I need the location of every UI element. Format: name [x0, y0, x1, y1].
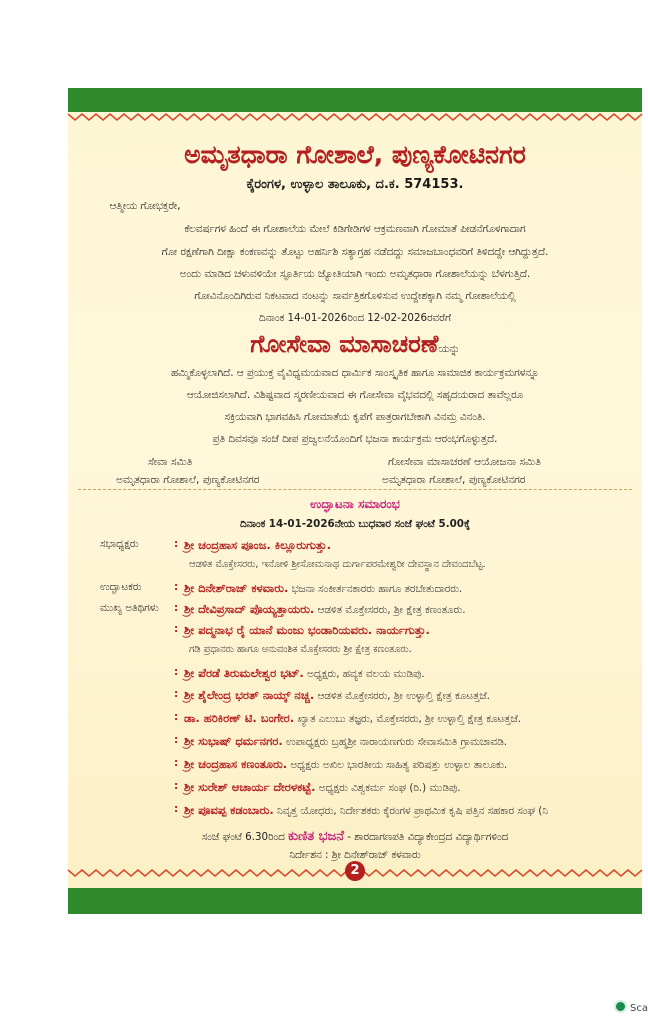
guest-role: ಉದ್ಘಾಟಕರು — [100, 581, 142, 593]
direction-line: ನಿರ್ದೇಶನ : ಶ್ರೀ ದಿನೇಶ್‌ರಾಜ್ ಕಳವಾರು — [289, 849, 421, 861]
guest-name: ಶ್ರೀ ಚಂದ್ರಹಾಸ ಪೂಂಜ. ಕಿಲ್ಲೂರುಗುತ್ತು. — [184, 538, 331, 552]
guest-description: ಆಡಳಿತ ಮೊಕ್ತೇಸರರು, ಇನೋಳಿ ಶ್ರೀಸೋಮನಾಥ ದುರ್ಗಾಪರಮೇಶ್ವರೀ ದೇವಸ್ಥಾನ ದೇವಂದಬೆಟ್ಟ. — [189, 559, 486, 570]
guest-colon: : — [174, 602, 179, 614]
guest-name: ಶ್ರೀ ಶೈಲೇಂದ್ರ ಭರತ್ ನಾಯ್ಕ್ ನಚ್ಚ. — [184, 688, 315, 702]
guest-colon: : — [174, 711, 179, 723]
guest-entry — [184, 538, 331, 553]
sign-left-2: ಅಮೃತಧಾರಾ ಗೋಶಾಲೆ, ಪುಣ್ಯಕೋಟಿನಗರ — [116, 474, 260, 486]
gosevA-masacharane-heading: ಗೋಸೇವಾ ಮಾಸಾಚರಣೆ — [250, 330, 439, 358]
goshala-title: ಅಮೃತಧಾರಾ ಗೋಶಾಲೆ, ಪುಣ್ಯಕೋಟಿನಗರ — [184, 140, 526, 169]
top-green-band — [68, 88, 642, 112]
section-divider — [78, 489, 632, 490]
guest-colon: : — [174, 581, 179, 593]
invite-line-5: ಹಮ್ಮಿಕೊಳ್ಳಲಾಗಿದೆ. ಆ ಪ್ರಯುಕ್ತ ವೈವಿಧ್ಯಮಯವಾದ ಧಾರ್ಮಿಕ ಸಾಂಸ್ಕೃತಿಕ ಹಾಗೂ ಸಾಮಾಜಿಕ ಕಾರ್ಯಕ್ರಮಗಳನ್ನೂ — [171, 367, 539, 379]
evening-time: ಸಂಜೆ ಘಂಟೆ 6.30ರಿಂದ — [201, 831, 289, 843]
page-number-badge: 2 — [345, 861, 365, 881]
guest-description: ಆಡಳಿತ ಮೊಕ್ತೇಸರರು, ಶ್ರೀ ಕ್ಷೇತ್ರ ಕಣಂತೂರು. — [314, 604, 466, 616]
invite-line-7: ಸಕ್ರಿಯವಾಗಿ ಭಾಗವಹಿಸಿ ಗೋಮಾತೆಯ ಕೃಪೆಗೆ ಪಾತ್ರರಾಗಬೇಕಾಗಿ ವಿನಮ್ರ ವಿನಂತಿ. — [224, 411, 486, 423]
guest-entry — [184, 666, 425, 681]
guest-description: ಭಜನಾ ಸಂಕೀರ್ತನಕಾರರು ಹಾಗೂ ತರಬೇತುದಾರರು. — [288, 583, 463, 595]
invite-line-2: ಗೋ ರಕ್ಷಣೆಗಾಗಿ ದೀಕ್ಷಾ ಕಂಕಣವನ್ನು ತೊಟ್ಟು ಅಹರ್ನಿಶಿ ಸತ್ಯಾಗ್ರಹ ನಡೆದದ್ದು ಸಮಾಜಬಾಂಧವರಿಗೆ ತಿಳಿದದ್ದೇ ಆಗಿದ್ದುತ್ತದೆ. — [161, 246, 549, 258]
guest-description: ಗಡಿ ಪ್ರಧಾನರು ಹಾಗೂ ಅನುವಂಶಿಕ ಮೊಕ್ತೇಸರರು ಶ್ರೀ ಕ್ಷೇತ್ರ ಕಣಂತೂರು. — [189, 644, 412, 655]
guest-description: ಅಧ್ಯಕ್ಷರು ಅಖಿಲ ಭಾರತೀಯ ಸಾಹಿತ್ಯ ಪರಿಷತ್ತು ಉಳ್ಳಾಲ ತಾಲೂಕು. — [287, 759, 508, 771]
guest-name: ಶ್ರೀ ಚಂದ್ರಹಾಸ ಕಣಂತೂರು. — [184, 757, 288, 771]
invite-line-1: ಕೆಲವರ್ಷಗಳ ಹಿಂದೆ ಈ ಗೋಶಾಲೆಯ ಮೇಲೆ ಕಿಡಿಗೇಡಿಗಳ ಆಕ್ರಮಣವಾಗಿ ಗೋಮಾತೆ ಪೀಡನೆಗೊಳಗಾದಾಗ — [184, 223, 526, 235]
guest-row — [68, 602, 642, 622]
guest-description: ಅಧ್ಯಕ್ಷರು, ಹವ್ಯಕ ವಲಯ ಮುಡಿಪು. — [303, 668, 425, 680]
inauguration-date: ದಿನಾಂಕ 14-01-2026ನೇಯ ಬುಧವಾರ ಸಂಜೆ ಘಂಟೆ 5.00ಕ್ಕೆ — [240, 518, 470, 530]
guest-entry — [184, 602, 466, 617]
watermark-text: Sca — [630, 1003, 648, 1014]
guest-entry — [184, 711, 521, 726]
guest-colon: : — [174, 666, 179, 678]
guest-row — [68, 734, 642, 754]
guest-colon: : — [174, 803, 179, 815]
kunita-bhajane: ಕುಣಿತ ಭಜನೆ — [288, 829, 345, 844]
guest-role: ಸಭಾಧ್ಯಕ್ಷರು — [100, 538, 139, 550]
guest-entry — [184, 780, 461, 795]
guest-entry — [184, 688, 490, 703]
guest-colon: : — [174, 538, 179, 550]
guest-entry — [184, 803, 548, 818]
invitation-page — [68, 88, 642, 914]
scanner-logo-icon — [614, 1000, 627, 1013]
guest-name: ಶ್ರೀ ಪದ್ಮನಾಭ ರೈ ಯಾನೆ ಮಂಜು ಭಂಡಾರಿಯವರು. ನಾರ್ಯಗುತ್ತು. — [184, 623, 430, 637]
invite-line-4: ಗೋವಿನೊಂದಿಗಿರುವ ನಿಕಟವಾದ ನಂಟನ್ನು ಸಾರ್ವತ್ರಿಕಗೊಳಿಸುವ ಉದ್ದೇಶಕ್ಕಾಗಿ ನಮ್ಮ ಗೋಶಾಲೆಯಲ್ಲಿ — [194, 290, 516, 302]
sign-right-1: ಗೋಸೇವಾ ಮಾಸಾಚರಣೆ ಆಯೋಜನಾ ಸಮಿತಿ — [388, 456, 541, 468]
date-range-line: ದಿನಾಂಕ 14-01-2026ರಿಂದ 12-02-2026ರವರೆಗೆ — [259, 312, 451, 324]
guest-description: ಆಡಳಿತ ಮೊಕ್ತೇಸರರು, ಶ್ರೀ ಉಳ್ಳಾಲ್ತಿ ಕ್ಷೇತ್ರ ಕೂಟತ್ತಜೆ. — [314, 690, 490, 702]
top-zigzag-border — [68, 112, 642, 122]
guest-name: ಶ್ರೀ ಸುರೇಶ್ ಆಚಾರ್ಯ ದೇರಳಕಟ್ಟೆ. — [184, 780, 316, 794]
guest-row — [68, 623, 642, 643]
guest-colon: : — [174, 623, 179, 635]
inauguration-title: ಉದ್ಘಾಟನಾ ಸಮಾರಂಭ — [310, 497, 400, 511]
guest-row — [68, 559, 642, 579]
guest-row — [68, 538, 642, 558]
evening-program-line — [68, 829, 642, 844]
guest-row — [68, 644, 642, 664]
guest-name: ಡಾ. ಹರಿಕಿರಣ್ ಟಿ. ಬಂಗೇರ. — [184, 711, 295, 725]
guest-entry — [184, 734, 507, 749]
guest-row — [68, 757, 642, 777]
guest-description: ಉಪಾಧ್ಯಕ್ಷರು ಬ್ರಹ್ಮಶ್ರೀ ನಾರಾಯಣಗುರು ಸೇವಾಸಮಿತಿ ಗ್ರಾಮಚಾವಡಿ. — [282, 736, 507, 748]
guest-colon: : — [174, 688, 179, 700]
guest-name: ಶ್ರೀ ದೇವಿಪ್ರಸಾದ್ ಪೊಯ್ಯತ್ತಾಯರು. — [184, 602, 315, 616]
guest-row — [68, 666, 642, 686]
guest-row — [68, 581, 642, 601]
guest-colon: : — [174, 780, 179, 792]
guest-entry — [184, 623, 430, 638]
guest-name: ಶ್ರೀ ಸುಭಾಷ್ ಧರ್ಮನಗರ. — [184, 734, 283, 748]
guest-role: ಮುಖ್ಯ ಅತಿಥಿಗಳು — [100, 602, 159, 614]
guest-name: ಶ್ರೀ ಪೂವಪ್ಪ ಕಡಂಬಾರು. — [184, 803, 274, 817]
salutation: ಆತ್ಮೀಯ ಗೋಭಕ್ತರೇ, — [109, 200, 181, 212]
guest-description: ನಿವೃತ್ತ ಯೋಧರು, ನಿರ್ದೇಶಕರು ಕೈರಂಗಳ ಪ್ರಾಥಮಿಕ ಕೃಷಿ ಪತ್ತಿನ ಸಹಕಾರ ಸಂಘ (ನಿ — [273, 805, 549, 817]
guest-row — [68, 711, 642, 731]
invite-line-3: ಅಂದು ಮಾಡಿದ ಚಳುವಳಿಯೇ ಸ್ಫೂರ್ತಿಯ ಜ್ಯೋತಿಯಾಗಿ ಇಂದು ಅಮೃತಧಾರಾ ಗೋಶಾಲೆಯನ್ನು ಬೆಳಗುತ್ತಿದೆ. — [179, 268, 531, 280]
guest-row — [68, 688, 642, 708]
scanner-watermark — [614, 1000, 648, 1014]
guest-row — [68, 780, 642, 800]
invite-line-6: ಆಯೋಜಿಸಲಾಗಿದೆ. ವಿಶಿಷ್ಟವಾದ ಸ್ಮರಣೀಯವಾದ ಈ ಗೋಸೇವಾ ವೈಭವದಲ್ಲಿ ಸಹೃದಯರಾದ ತಾವೆಲ್ಲರೂ — [186, 389, 524, 401]
highlight-suffix: ಯನ್ನು — [438, 343, 460, 355]
guest-entry — [184, 757, 507, 772]
guest-row — [68, 803, 642, 823]
guest-name: ಶ್ರೀ ಪೆರಡೆ ತಿರುಮಲೇಶ್ವರ ಭಟ್. — [184, 666, 304, 680]
guest-entry — [184, 581, 462, 596]
bottom-green-band — [68, 888, 642, 914]
sign-right-2: ಅಮೃತಧಾರಾ ಗೋಶಾಲೆ, ಪುಣ್ಯಕೋಟಿನಗರ — [382, 474, 526, 486]
guest-colon: : — [174, 757, 179, 769]
sign-left-1: ಸೇವಾ ಸಮಿತಿ — [148, 456, 193, 468]
address-line: ಕೈರಂಗಳ, ಉಳ್ಳಾಲ ತಾಲೂಕು, ದ.ಕ. 574153. — [246, 177, 464, 192]
guest-description: ಖ್ಯಾತ ಎಲುಬು ತಜ್ಞರು, ಮೊಕ್ತೇಸರರು, ಶ್ರೀ ಉಳ್ಳಾಲ್ತಿ ಕ್ಷೇತ್ರ ಕೂಟತ್ತಜೆ. — [294, 713, 522, 725]
evening-by: - ಶಾರದಾಗಣಪತಿ ವಿದ್ಯಾಕೇಂದ್ರದ ವಿದ್ಯಾರ್ಥಿಗಳಿಂದ — [344, 831, 509, 843]
guest-description: ಅಧ್ಯಕ್ಷರು ವಿಶ್ವಕರ್ಮ ಸಂಘ (ರಿ.) ಮುಡಿಪು. — [315, 782, 461, 794]
guest-name: ಶ್ರೀ ದಿನೇಶ್‌ರಾಜ್ ಕಳವಾರು. — [184, 581, 289, 595]
invite-line-8: ಪ್ರತಿ ದಿವಸವೂ ಸಂಜೆ ದೀಪ ಪ್ರಜ್ವಲನೆಯೊಂದಿಗೆ ಭಜನಾ ಕಾರ್ಯಕ್ರಮ ಆರಂಭಗೊಳ್ಳುತ್ತದೆ. — [212, 433, 498, 445]
guest-colon: : — [174, 734, 179, 746]
highlight-line — [68, 330, 642, 358]
